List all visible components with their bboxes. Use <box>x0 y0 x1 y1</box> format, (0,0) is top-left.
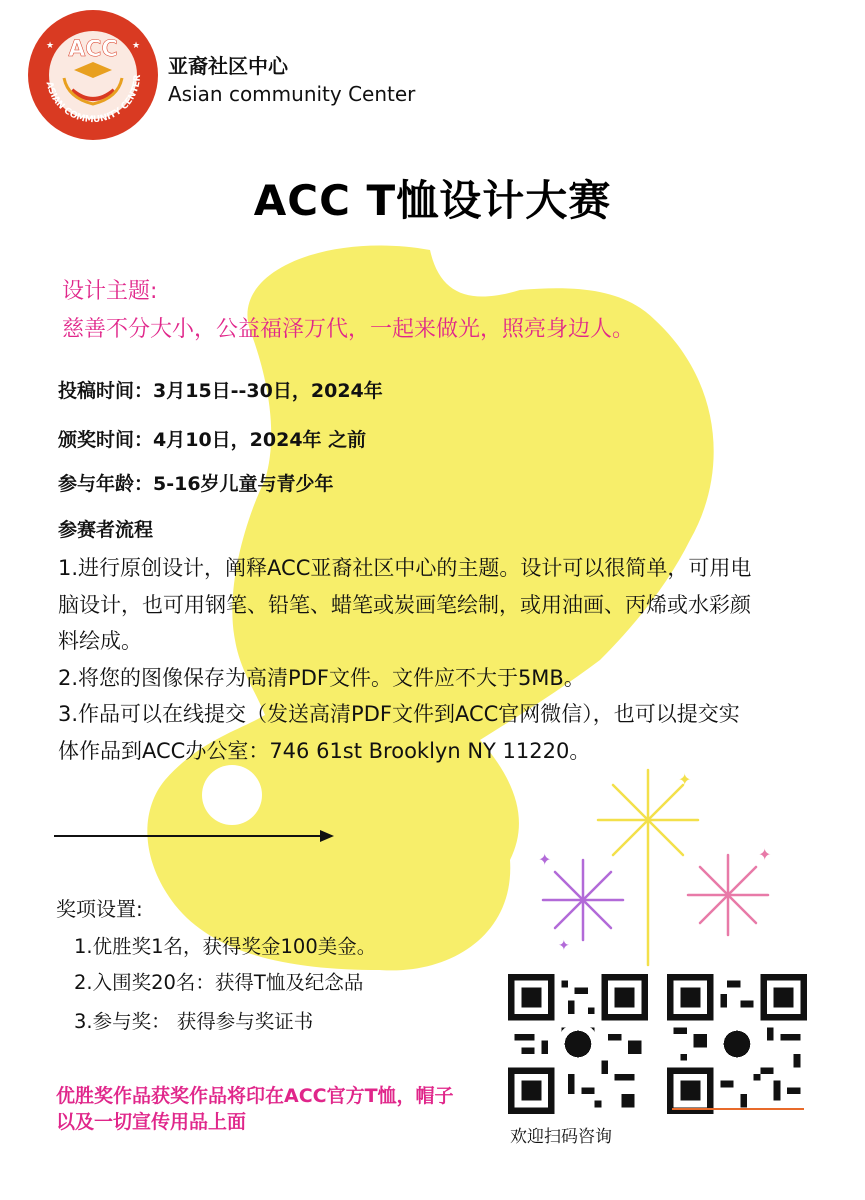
page-title: ACC T恤设计大赛 <box>253 176 612 225</box>
svg-text:✦: ✦ <box>538 850 552 869</box>
process-steps <box>58 550 758 769</box>
award-item: 2.入围奖20名：获得T恤及纪念品 <box>74 971 364 994</box>
org-name-cn: 亚裔社区中心 <box>168 54 288 78</box>
svg-text:★: ★ <box>46 41 55 51</box>
acc-logo <box>26 8 160 142</box>
process-step: 2.将您的图像保存为高清PDF文件。文件应不大于5MB。 <box>58 665 585 690</box>
qr-code-icon[interactable] <box>667 974 807 1114</box>
arrow-right-icon <box>54 826 336 846</box>
theme-label: 设计主题: <box>62 279 158 304</box>
svg-text:ASIAN COMMUNITY CENTER: ASIAN COMMUNITY CENTER <box>43 74 144 126</box>
process-step: 3.作品可以在线提交（发送高清PDF文件到ACC官网微信），也可以提交实体作品到ACC办公室：746 61st Brooklyn NY 11220。 <box>58 702 740 763</box>
award-time: 颁奖时间：4月10日，2024年 之前 <box>58 429 367 451</box>
qr-caption: 欢迎扫码咨询 <box>510 1127 612 1147</box>
award-item: 1.优胜奖1名，获得奖金100美金。 <box>74 935 377 958</box>
svg-text:✦: ✦ <box>678 770 692 789</box>
process-title: 参赛者流程 <box>58 519 154 541</box>
age-range: 参与年龄：5-16岁儿童与青少年 <box>58 473 334 495</box>
awards-title: 奖项设置: <box>56 897 143 921</box>
theme-text: 慈善不分大小，公益福泽万代，一起来做光，照亮身边人。 <box>62 317 635 342</box>
fireworks-icon <box>528 765 788 975</box>
svg-text:ACC: ACC <box>68 37 118 62</box>
process-step: 1.进行原创设计，阐释ACC亚裔社区中心的主题。设计可以很简单，可用电脑设计，也可用钢笔、铅笔、蜡笔或炭画笔绘制，或用油画、丙烯或水彩颜料绘成。 <box>58 556 752 653</box>
org-name-en: Asian community Center <box>168 82 416 106</box>
award-item: 3.参与奖： 获得参与奖证书 <box>74 1010 314 1033</box>
qr-underline <box>672 1108 804 1110</box>
winner-note: 优胜奖作品获奖作品将印在ACC官方T恤，帽子以及一切宣传用品上面 <box>56 1085 454 1133</box>
svg-text:★: ★ <box>132 41 141 51</box>
qr-code-icon[interactable] <box>508 974 648 1114</box>
submission-time: 投稿时间：3月15日--30日，2024年 <box>58 380 383 402</box>
svg-text:✦: ✦ <box>558 938 570 954</box>
svg-text:✦: ✦ <box>758 845 772 864</box>
